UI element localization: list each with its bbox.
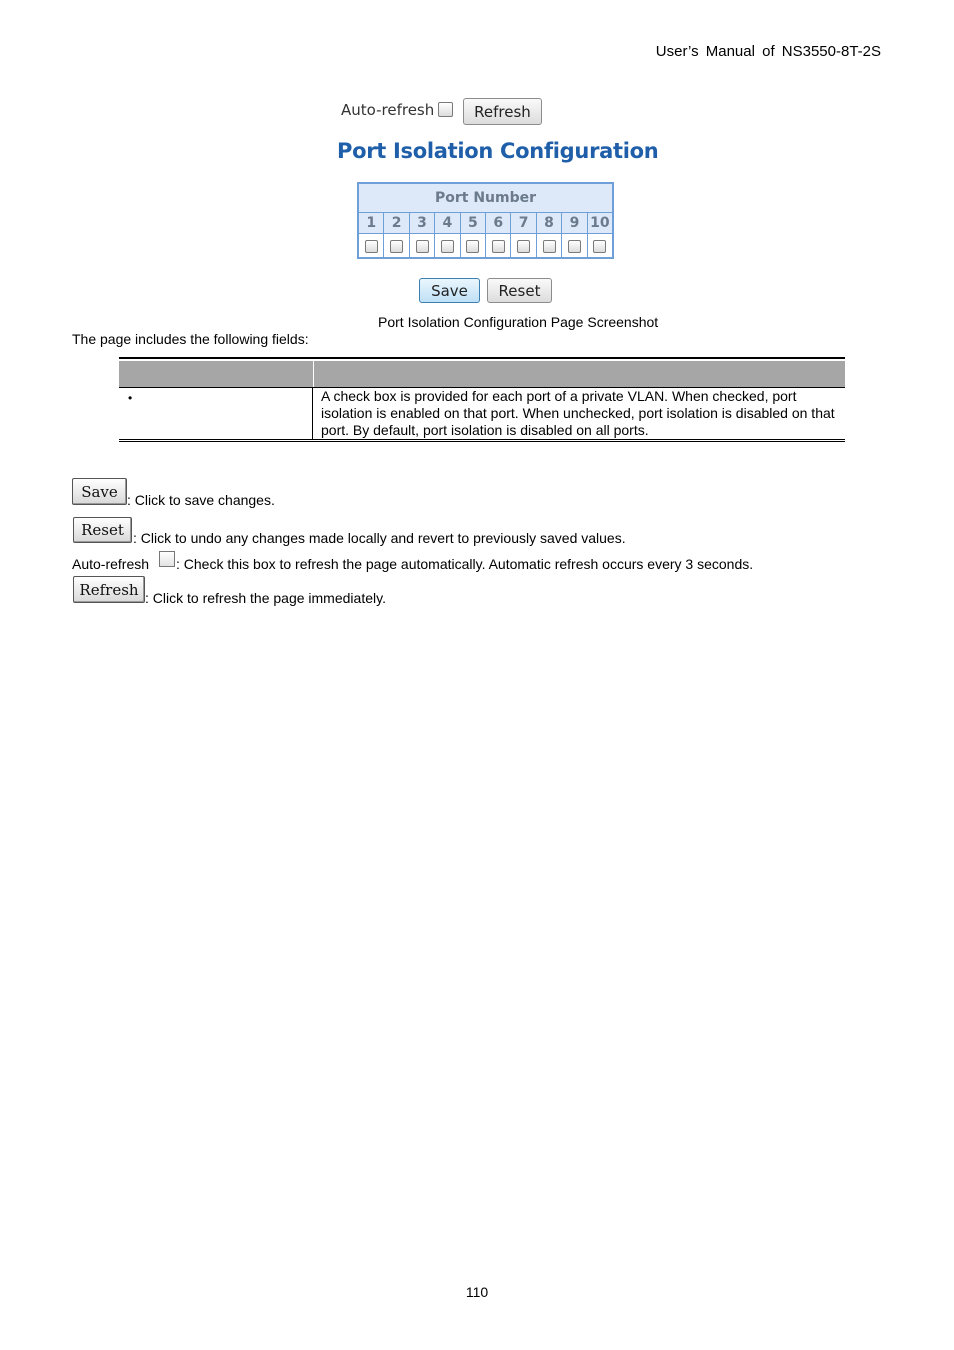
port-isolation-checkbox[interactable]	[390, 240, 403, 253]
legend-auto-refresh-label: Auto-refresh	[72, 556, 150, 572]
intro-text: The page includes the following fields:	[72, 331, 309, 347]
port-number: 4	[435, 213, 460, 233]
legend-auto-refresh-text: : Check this box to refresh the page automatically. Automatic refresh occurs every 3 seconds.	[176, 556, 754, 572]
port-number: 10	[590, 215, 610, 231]
port-isolation-checkbox[interactable]	[543, 240, 556, 253]
bullet: •	[128, 391, 133, 405]
legend-save-button: Save	[72, 478, 127, 505]
auto-refresh-label: Auto-refresh	[341, 101, 435, 119]
port-number-row	[359, 213, 612, 234]
auto-refresh-checkbox[interactable]	[438, 102, 453, 117]
port-number: 5	[461, 213, 486, 233]
manual-header: User’s Manual of NS3550-8T-2S	[655, 43, 881, 60]
page-title: Port Isolation Configuration	[337, 139, 659, 163]
port-isolation-checkbox[interactable]	[568, 240, 581, 253]
page-number: 110	[465, 1284, 489, 1300]
refresh-button[interactable]: Refresh	[463, 98, 542, 125]
port-checkbox-row	[359, 234, 612, 258]
legend-reset-text: : Click to undo any changes made locally and revert to previously saved values.	[133, 530, 626, 546]
description-header-cell	[314, 361, 845, 387]
port-isolation-checkbox[interactable]	[517, 240, 530, 253]
legend-refresh-text: : Click to refresh the page immediately.	[145, 590, 386, 606]
description-cell: A check box is provided for each port of a private VLAN. When checked, port isolation is enabled on that port. When unchecked, port isolation is disabled on that port. By default, port isolation is disabled on all ports.	[321, 388, 835, 438]
port-number-header: Port Number	[359, 184, 612, 213]
field-table	[119, 357, 845, 442]
port-isolation-checkbox[interactable]	[416, 240, 429, 253]
legend-reset-button: Reset	[73, 517, 132, 543]
port-number: 2	[384, 213, 409, 233]
port-isolation-checkbox[interactable]	[492, 240, 505, 253]
legend-refresh-button: Refresh	[73, 576, 145, 603]
object-cell	[119, 388, 313, 439]
port-number: 3	[410, 213, 435, 233]
legend-save-text: : Click to save changes.	[127, 492, 275, 508]
port-number: 8	[537, 213, 562, 233]
object-header-cell	[119, 361, 314, 387]
figure-caption: Port Isolation Configuration Page Screenshot	[378, 314, 659, 330]
port-number: 1	[359, 213, 384, 233]
port-number: 9	[562, 213, 587, 233]
port-number-table	[357, 182, 614, 259]
port-isolation-checkbox[interactable]	[593, 240, 606, 253]
table-row	[119, 387, 845, 439]
legend-auto-refresh-checkbox	[159, 551, 175, 567]
save-button[interactable]: Save	[419, 278, 480, 303]
table-header-row	[119, 361, 845, 387]
port-number: 7	[511, 213, 536, 233]
port-isolation-checkbox[interactable]	[466, 240, 479, 253]
reset-button[interactable]: Reset	[487, 278, 552, 303]
port-number: 6	[486, 213, 511, 233]
table-top-rule	[119, 357, 845, 359]
port-isolation-checkbox[interactable]	[365, 240, 378, 253]
table-bottom-rule	[119, 439, 845, 442]
port-isolation-checkbox[interactable]	[441, 240, 454, 253]
